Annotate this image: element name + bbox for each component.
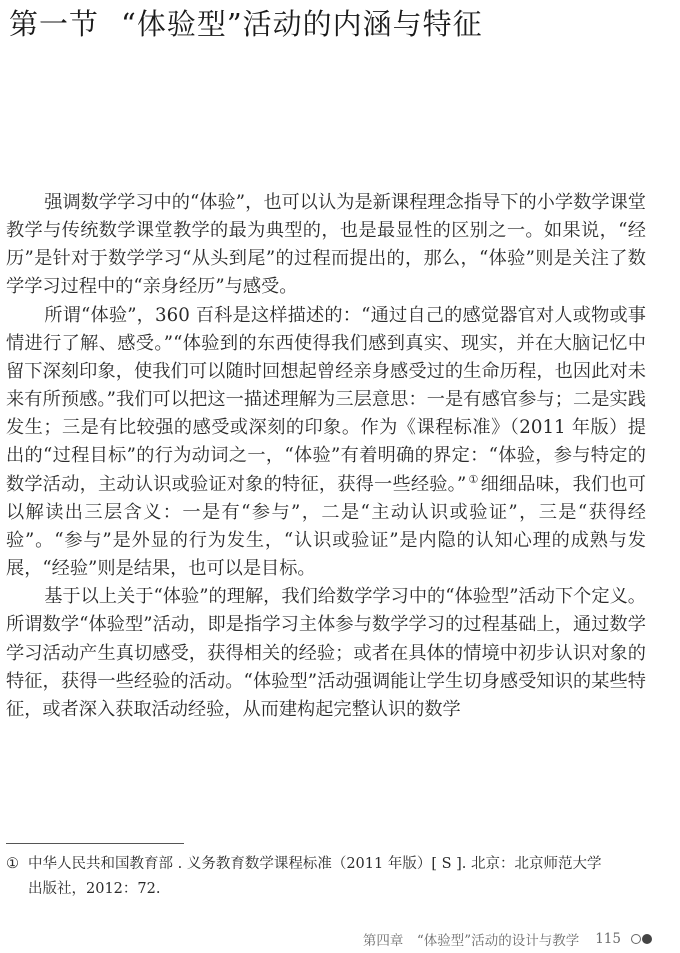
paragraph-3: 基于以上关于“体验”的理解，我们给数学学习中的“体验型”活动下个定义。所谓数学“体验型”活动，即是指学习主体参与数学学习的过程基础上，通过数学学习活动产生真切感受，获得相关的经验；或者在具体的情境中初步认识对象的特征，获得一些经验的活动。“体验型”活动强调能让学生切身感受知识的某些特征，或者深入获取活动经验，从而建构起完整认识的数学 (6, 586, 646, 720)
section-heading (9, 4, 483, 44)
paragraph-1: 强调数学学习中的“体验”，也可以认为是新课程理念指导下的小学数学课堂教学与传统数学课堂教学的最为典型的，也是最显性的区别之一。如果说，“经历”是针对于数学学习“从头到尾”的过程而提出的，那么，“体验”则是关注了数学学习过程中的“亲身经历”与感受。 (6, 192, 646, 298)
footnote-line-1 (6, 852, 646, 877)
page-number: 115 (595, 931, 621, 947)
page-decoration-icon (631, 934, 652, 944)
section-title: “体验型”活动的内涵与特征 (121, 7, 483, 41)
footer-chapter-title: 第四章 “体验型”活动的设计与教学 (362, 933, 580, 949)
paragraph-2 (6, 302, 646, 584)
filled-circle-icon (642, 934, 652, 944)
footnote-marker: ① (6, 856, 19, 872)
footnote (6, 852, 646, 902)
footnote-line-2: 出版社，2012：72. (28, 881, 161, 897)
running-footer (363, 929, 652, 949)
body-text (6, 189, 646, 724)
paragraph-2-part-1: 所谓“体验”，360 百科是这样描述的：“通过自己的感觉器官对人或物或事情进行了解、感受。”“体验到的东西使得我们感到真实、现实，并在大脑记忆中留下深刻印象，使我们可以随时回想起曾经亲身感受过的生命历程，也因此对未来有所预感。”我们可以把这一描述理解为三层意思：一是有感官参与；二是实践发生；三是有比较强的感受或深刻的印象。作为《课程标准》（2011 年版）提出的“过程目标”的行为动词之一，“体验”有着明确的界定：“体验，参与特定的数学活动，主动认识或验证对象的特征，获得一些经验。” (6, 304, 646, 495)
footnote-reference[interactable]: ① (468, 472, 479, 486)
footnote-citation: 中华人民共和国教育部 . 义务教育数学课程标准（2011 年版）[ S ]. 北京：北京师范大学 (28, 856, 602, 872)
section-number: 第一节 (9, 7, 100, 41)
footnote-divider (6, 843, 184, 844)
paragraph-2-part-2: 细细品味，我们也可以解读出三层含义：一是有“参与”，二是“主动认识或验证”，三是“获得经验”。“参与”是外显的行为发生，“认识或验证”是内隐的认知心理的成熟与发展，“经验”则是结果，也可以是目标。 (6, 473, 646, 580)
hollow-circle-icon (631, 934, 641, 944)
